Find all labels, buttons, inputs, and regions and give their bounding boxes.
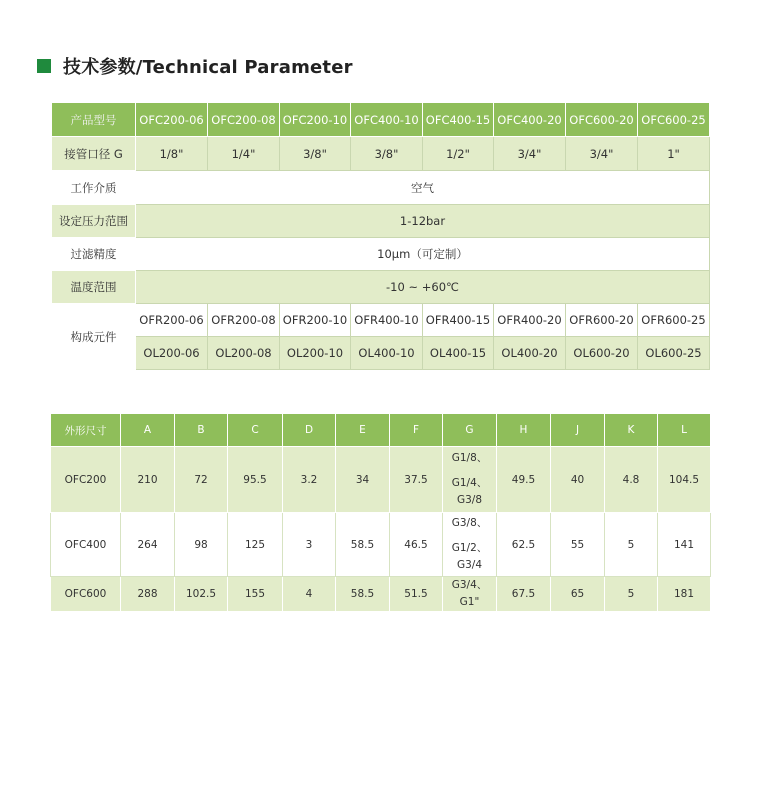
thread-line: G1/8、	[451, 452, 488, 464]
table-cell: 4	[283, 577, 336, 612]
dimensions-table	[50, 413, 711, 612]
model-cell: OFC200	[51, 447, 121, 513]
row-label: 构成元件	[52, 304, 136, 370]
row-label: 温度范围	[52, 271, 136, 304]
table-cell: 288	[121, 577, 175, 612]
row-label: 接管口径 G	[52, 137, 136, 171]
header-cell: OFC200-06	[136, 103, 208, 137]
table-row	[52, 337, 710, 370]
table-cell: 1/4"	[208, 137, 280, 171]
page-title: 技术参数/Technical Parameter	[63, 57, 353, 78]
table-cell: 3.2	[283, 447, 336, 513]
table-cell: 3/4"	[566, 137, 638, 171]
header-cell: OFC600-25	[638, 103, 710, 137]
table-cell: 46.5	[390, 513, 443, 577]
table-cell: 58.5	[336, 513, 390, 577]
thread-cell: G3/4、G1"	[443, 577, 497, 612]
table-cell: 1/8"	[136, 137, 208, 171]
table-cell: 5	[605, 513, 658, 577]
table-cell: 72	[175, 447, 228, 513]
table-row	[51, 447, 711, 513]
thread-cell	[443, 447, 497, 513]
table-cell: OFR600-20	[566, 304, 638, 337]
table-cell: 98	[175, 513, 228, 577]
table-cell: OL400-10	[351, 337, 423, 370]
header-cell: C	[228, 414, 283, 447]
table-cell: 141	[658, 513, 711, 577]
table-cell: 37.5	[390, 447, 443, 513]
table-cell: 264	[121, 513, 175, 577]
header-cell: F	[390, 414, 443, 447]
thread-cell	[443, 513, 497, 577]
table-cell: OFR200-06	[136, 304, 208, 337]
table-cell: OL400-15	[423, 337, 494, 370]
table-cell: 51.5	[390, 577, 443, 612]
row-label: 工作介质	[52, 171, 136, 205]
table-cell: 155	[228, 577, 283, 612]
table-cell: 空气	[136, 171, 710, 205]
header-cell: K	[605, 414, 658, 447]
table-cell: OFR400-20	[494, 304, 566, 337]
table-row	[52, 271, 710, 304]
header-cell: A	[121, 414, 175, 447]
table-cell: OFR200-08	[208, 304, 280, 337]
table-cell: OFR200-10	[280, 304, 351, 337]
table-row	[52, 238, 710, 271]
thread-line: G1/4、G3/8	[451, 477, 488, 506]
header-cell: OFC400-20	[494, 103, 566, 137]
section-title	[37, 55, 353, 77]
table-cell: 3	[283, 513, 336, 577]
row-label: 过滤精度	[52, 238, 136, 271]
table-cell: 1"	[638, 137, 710, 171]
row-label: 设定压力范围	[52, 205, 136, 238]
header-label: 产品型号	[52, 103, 136, 137]
header-cell: E	[336, 414, 390, 447]
table-cell: 5	[605, 577, 658, 612]
table-cell: 95.5	[228, 447, 283, 513]
table-cell: 4.8	[605, 447, 658, 513]
table-row	[51, 577, 711, 612]
table-cell: 125	[228, 513, 283, 577]
model-cell: OFC400	[51, 513, 121, 577]
header-cell: L	[658, 414, 711, 447]
table-cell: OL200-06	[136, 337, 208, 370]
table-cell: 1/2"	[423, 137, 494, 171]
table-cell: OL600-25	[638, 337, 710, 370]
header-cell: OFC200-10	[280, 103, 351, 137]
table-row	[52, 304, 710, 337]
table-cell: OFR400-10	[351, 304, 423, 337]
table-cell: OL600-20	[566, 337, 638, 370]
header-cell: OFC400-15	[423, 103, 494, 137]
table-cell: OL400-20	[494, 337, 566, 370]
table-cell: 1-12bar	[136, 205, 710, 238]
table-cell: OL200-08	[208, 337, 280, 370]
table-cell: 65	[551, 577, 605, 612]
table-row	[52, 137, 710, 171]
header-cell: J	[551, 414, 605, 447]
table-cell: OFR400-15	[423, 304, 494, 337]
table-row	[51, 513, 711, 577]
table-header-row	[51, 414, 711, 447]
header-cell: G	[443, 414, 497, 447]
thread-line: G1/2、G3/4	[451, 542, 488, 571]
header-cell: OFC600-20	[566, 103, 638, 137]
table-cell: 40	[551, 447, 605, 513]
technical-parameter-table	[51, 102, 710, 370]
table-cell: OL200-10	[280, 337, 351, 370]
thread-line: G3/8、	[451, 517, 488, 529]
table-cell: 10μm（可定制）	[136, 238, 710, 271]
table-cell: -10 ~ +60℃	[136, 271, 710, 304]
table-cell: 3/8"	[351, 137, 423, 171]
table-cell: 210	[121, 447, 175, 513]
table-cell: OFR600-25	[638, 304, 710, 337]
table-cell: 67.5	[497, 577, 551, 612]
table-cell: 102.5	[175, 577, 228, 612]
title-marker-icon	[37, 59, 51, 73]
table-cell: 49.5	[497, 447, 551, 513]
header-cell: B	[175, 414, 228, 447]
table-row	[52, 171, 710, 205]
table-cell: 181	[658, 577, 711, 612]
header-cell: H	[497, 414, 551, 447]
header-cell: D	[283, 414, 336, 447]
header-cell: OFC400-10	[351, 103, 423, 137]
table-cell: 55	[551, 513, 605, 577]
model-cell: OFC600	[51, 577, 121, 612]
header-cell: OFC200-08	[208, 103, 280, 137]
table-row	[52, 205, 710, 238]
table-cell: 58.5	[336, 577, 390, 612]
header-label: 外形尺寸	[51, 414, 121, 447]
table-header-row	[52, 103, 710, 137]
table-cell: 34	[336, 447, 390, 513]
table-cell: 3/8"	[280, 137, 351, 171]
table-cell: 62.5	[497, 513, 551, 577]
table-cell: 104.5	[658, 447, 711, 513]
table-cell: 3/4"	[494, 137, 566, 171]
